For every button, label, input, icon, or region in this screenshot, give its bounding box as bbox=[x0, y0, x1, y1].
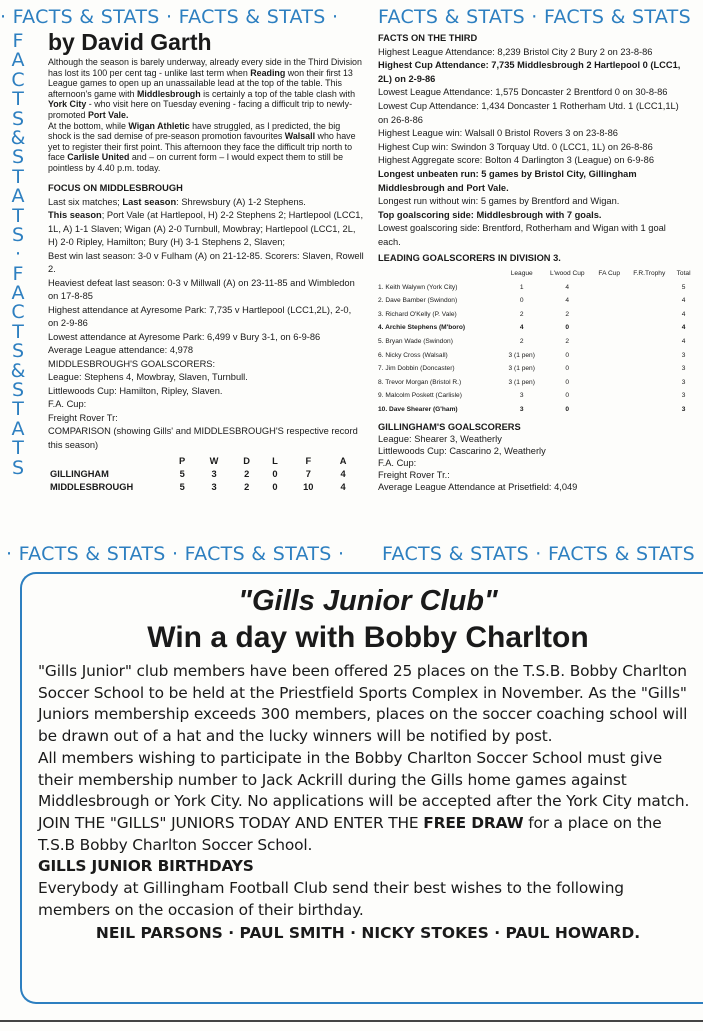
text: and – on current form – I would expect them to still be pointless by 4.40 p.m. today. bbox=[48, 152, 344, 173]
stat-cell bbox=[593, 308, 625, 322]
stat-cell: 4 bbox=[340, 469, 346, 480]
text-line: Littlewoods Cup: Hamilton, Ripley, Slaven. bbox=[48, 385, 223, 396]
text: is certainly a top of the table clash with bbox=[200, 88, 356, 99]
team-name: MIDDLESBROUGH bbox=[50, 482, 134, 493]
table-row bbox=[378, 349, 694, 363]
text-line: Highest attendance at Ayresome Park: 7,735 v Hartlepool (LCC1,2L), 2-0, on 2-9-86 bbox=[48, 304, 352, 329]
vertical-letter: · bbox=[14, 243, 22, 266]
vertical-letter: S bbox=[11, 456, 25, 479]
stat-cell bbox=[593, 321, 625, 335]
stat-cell: 2 bbox=[565, 338, 570, 346]
stat-cell: 4 bbox=[681, 324, 686, 332]
stat-cell: 0 bbox=[272, 482, 278, 493]
text: Reading bbox=[250, 67, 286, 78]
text-line: Best win last season: 3-0 v Fulham (A) on 21-12-85. Scorers: Slaven, Rowell 2. bbox=[48, 250, 364, 275]
stat-cell bbox=[593, 335, 625, 349]
stat-cell: 3 bbox=[519, 406, 524, 414]
table-row bbox=[378, 308, 694, 322]
fact: Longest unbeaten run: 5 games by Bristol City, Gillingham Middlesbrough and Port Vale. bbox=[378, 168, 637, 193]
text: have struggled, as I predicted, the big shock is the sad demise of pre-season promotion favourites bbox=[48, 120, 341, 142]
stat-cell: 3 bbox=[681, 378, 686, 386]
stat-cell bbox=[625, 308, 673, 322]
text: Walsall bbox=[284, 131, 316, 142]
stat-cell bbox=[593, 349, 625, 363]
stat-cell: 2 bbox=[244, 482, 250, 493]
column-header: F.R.Trophy bbox=[633, 270, 666, 278]
stat-cell: 2 bbox=[244, 469, 250, 480]
banner-text: · FACTS & STATS · FACTS & STATS · bbox=[0, 6, 339, 28]
stat-cell bbox=[593, 389, 625, 403]
column-header: L'wood Cup bbox=[549, 270, 585, 278]
text: York City bbox=[48, 99, 87, 110]
column-header bbox=[48, 455, 168, 468]
column-header: FA Cup bbox=[598, 270, 621, 278]
stat-cell: 4 bbox=[681, 338, 686, 346]
text-line: F.A. Cup: bbox=[48, 399, 87, 410]
paragraph: Everybody at Gillingham Football Club send their best wishes to the following members on the occasion of their birthday. bbox=[38, 879, 624, 919]
stat-cell: 0 bbox=[519, 297, 524, 305]
stat-cell: 3 (1 pen) bbox=[508, 378, 535, 386]
text-line: Freight Rover Tr.: bbox=[378, 469, 450, 480]
table-row bbox=[378, 362, 694, 376]
vertical-letter: S bbox=[11, 107, 25, 130]
stat-cell: 5 bbox=[179, 482, 185, 493]
stat-cell: 3 (1 pen) bbox=[508, 365, 535, 373]
stat-cell bbox=[625, 389, 673, 403]
stat-cell: 0 bbox=[565, 324, 570, 332]
vertical-letter: A bbox=[11, 417, 25, 440]
table-header-row bbox=[48, 455, 358, 468]
text: This season bbox=[48, 210, 102, 221]
section-heading: FOCUS ON MIDDLESBROUGH bbox=[48, 182, 183, 193]
vertical-letter: & bbox=[10, 126, 26, 149]
stat-cell bbox=[625, 281, 673, 295]
text-line: MIDDLESBROUGH'S GOALSCORERS: bbox=[48, 358, 216, 369]
text-line: League: Shearer 3, Weatherly bbox=[378, 433, 502, 444]
stat-cell: 3 bbox=[681, 392, 686, 400]
player-name: 9. Malcolm Poskett (Carlisle) bbox=[378, 392, 462, 400]
stat-cell: 0 bbox=[272, 469, 278, 480]
text: who have yet to register their first point. This afternoon they face the difficult trip north to face bbox=[48, 131, 356, 163]
stat-cell bbox=[625, 335, 673, 349]
stat-cell bbox=[625, 362, 673, 376]
stat-cell bbox=[625, 403, 673, 417]
player-name: 10. Dave Shearer (G'ham) bbox=[378, 406, 458, 414]
stat-cell: 3 bbox=[211, 482, 217, 493]
banner-text: FACTS & STATS · FACTS & STATS bbox=[382, 543, 695, 565]
text: Middlesbrough bbox=[137, 88, 201, 99]
text-line bbox=[48, 209, 364, 250]
text: - who visit here on Tuesday evening - facing a difficult trip to newly-promoted bbox=[48, 99, 353, 120]
section-heading: GILLS JUNIOR BIRTHDAYS bbox=[38, 857, 254, 876]
vertical-letter: T bbox=[12, 320, 24, 343]
left-column bbox=[48, 30, 364, 494]
section-heading: LEADING GOALSCORERS IN DIVISION 3. bbox=[378, 252, 561, 263]
vertical-letter: C bbox=[11, 68, 25, 91]
fact: Lowest goalscoring side: Brentford, Rotherham and Wigan with 1 goal each. bbox=[378, 223, 666, 247]
column-header: D bbox=[243, 456, 251, 467]
table-row bbox=[48, 481, 358, 494]
vertical-letter: S bbox=[11, 146, 25, 169]
fact: Top goalscoring side: Middlesbrough with 7 goals. bbox=[378, 209, 602, 220]
text: : Shrewsbury (A) 1-2 Stephens. bbox=[176, 196, 306, 207]
vertical-letter: S bbox=[11, 340, 25, 363]
column-header bbox=[378, 267, 502, 281]
column-header: A bbox=[339, 456, 347, 467]
table-row bbox=[378, 335, 694, 349]
vertical-banner bbox=[7, 32, 29, 478]
table-row bbox=[378, 294, 694, 308]
table-row bbox=[48, 468, 358, 481]
column-header: League bbox=[510, 270, 533, 278]
gills-goalscorers bbox=[378, 421, 690, 493]
vertical-letter: S bbox=[11, 223, 25, 246]
stat-cell: 3 bbox=[211, 469, 217, 480]
fact: Lowest League Attendance: 1,575 Doncaster 2 Brentford 0 on 30-8-86 bbox=[378, 87, 668, 98]
text-line: Littlewoods Cup: Cascarino 2, Weatherly bbox=[378, 445, 546, 456]
stat-cell bbox=[593, 403, 625, 417]
stat-cell: 2 bbox=[519, 338, 524, 346]
column-header: P bbox=[179, 456, 186, 467]
column-header: Total bbox=[676, 270, 691, 278]
stat-cell: 3 (1 pen) bbox=[508, 351, 535, 359]
text: Although the season is barely underway, already every side in the Third Division has lost its 100 per cent tag - unlike last term when bbox=[48, 57, 362, 78]
stat-cell bbox=[593, 281, 625, 295]
text: FREE DRAW bbox=[423, 813, 524, 832]
stat-cell bbox=[625, 349, 673, 363]
vertical-letter: C bbox=[11, 301, 25, 324]
stat-cell: 4 bbox=[519, 324, 524, 332]
vertical-letter: T bbox=[12, 165, 24, 188]
text: won their first 13 League games to open up an unassailable lead at the top of the table. This afternoon's game with bbox=[48, 67, 353, 99]
player-name: 7. Jim Dobbin (Doncaster) bbox=[378, 365, 455, 373]
vertical-letter: A bbox=[11, 282, 25, 305]
stat-cell: 4 bbox=[681, 310, 686, 318]
column-header: W bbox=[209, 456, 219, 467]
stat-cell bbox=[593, 294, 625, 308]
junior-club-title: "Gills Junior Club" bbox=[238, 585, 498, 617]
facts-banner-bottom bbox=[0, 543, 703, 569]
stat-cell bbox=[593, 376, 625, 390]
fact: Highest League Attendance: 8,239 Bristol City 2 Bury 2 on 23-8-86 bbox=[378, 46, 653, 57]
player-name: 3. Richard O'Kelly (P. Vale) bbox=[378, 310, 457, 318]
vertical-letter: & bbox=[10, 359, 26, 382]
stat-cell: 7 bbox=[305, 469, 311, 480]
focus-body bbox=[48, 196, 364, 453]
table-header-row bbox=[378, 267, 694, 281]
table-row bbox=[378, 389, 694, 403]
text: ; Port Vale (at Hartlepool, H) 2-2 Stephens 2; Hartlepool (LCC1, 1L, A) 1-1 Slaven; Wigan (A) 2-0 Turnbull, Mowbray; Hartlepool (LCC1, 2L, H) 2-0 Ripley, Hamilton; Bury (H) 3-1 Stephens 2, Slaven; bbox=[48, 210, 364, 248]
text: Last six matches; bbox=[48, 196, 123, 207]
stat-cell: 4 bbox=[565, 283, 570, 291]
text-line bbox=[48, 196, 364, 210]
stat-cell: 3 bbox=[681, 351, 686, 359]
stat-cell: 3 bbox=[681, 365, 686, 373]
text: Carlisle United bbox=[67, 152, 130, 163]
fact: Highest Aggregate score: Bolton 4 Darlington 3 (League) on 6-9-86 bbox=[378, 155, 654, 166]
player-name: 2. Dave Bamber (Swindon) bbox=[378, 297, 458, 305]
table-row bbox=[378, 321, 694, 335]
text-line: COMPARISON (showing Gills' and MIDDLESBROUGH'S respective record this season) bbox=[48, 426, 358, 450]
vertical-letter: T bbox=[12, 204, 24, 227]
text: Wigan Athletic bbox=[128, 120, 190, 131]
stat-cell: 0 bbox=[565, 351, 570, 359]
text: for a place on the T.S.B Bobby Charlton Soccer School. bbox=[38, 813, 662, 854]
stat-cell: 4 bbox=[340, 482, 346, 493]
stat-cell: 2 bbox=[565, 310, 570, 318]
byline: by David Garth bbox=[48, 29, 212, 55]
stat-cell: 0 bbox=[565, 406, 570, 414]
fact: Longest run without win: 5 games by Brentford and Wigan. bbox=[378, 196, 620, 207]
column-header: F bbox=[305, 456, 312, 467]
text: Port Vale. bbox=[87, 109, 129, 120]
paragraph: All members wishing to participate in the Bobby Charlton Soccer School must give their membership number to Jack Ackrill during the Gills home games against Middlesbrough or York City. No applications will be accepted after the York City match. bbox=[38, 748, 690, 811]
column-header: L bbox=[272, 456, 278, 467]
text-line: Average League attendance: 4,978 bbox=[48, 345, 194, 356]
stat-cell: 2 bbox=[519, 310, 524, 318]
table-row bbox=[378, 403, 694, 417]
player-name: 5. Bryan Wade (Swindon) bbox=[378, 338, 453, 346]
stat-cell: 5 bbox=[681, 283, 686, 291]
stat-cell: 4 bbox=[565, 297, 570, 305]
birthday-names: NEIL PARSONS · PAUL SMITH · NICKY STOKES · PAUL HOWARD. bbox=[95, 924, 641, 943]
goalscorers-table bbox=[378, 267, 694, 417]
team-name: GILLINGHAM bbox=[50, 469, 109, 480]
stat-cell: 0 bbox=[565, 378, 570, 386]
player-name: 4. Archie Stephens (M'boro) bbox=[378, 324, 466, 332]
stat-cell: 3 bbox=[519, 392, 524, 400]
intro-paragraph bbox=[48, 57, 364, 174]
text: JOIN THE "GILLS" JUNIORS TODAY AND ENTER THE bbox=[38, 813, 424, 832]
vertical-letter: F bbox=[12, 262, 24, 285]
vertical-letter: T bbox=[12, 88, 24, 111]
vertical-letter: A bbox=[11, 49, 25, 72]
stat-cell bbox=[625, 321, 673, 335]
comparison-table bbox=[48, 455, 358, 494]
paragraph: "Gills Junior" club members have been offered 25 places on the T.S.B. Bobby Charlton Soccer School to be held at the Priestfield Sports Complex in November. As the "Gills" Juniors membership exceeds 300 members, places on the soccer coaching school will be drawn out of a hat and the lucky winners will be notified by post. bbox=[38, 662, 688, 746]
text-line: Lowest attendance at Ayresome Park: 6,499 v Bury 3-1, on 6-9-86 bbox=[48, 331, 321, 342]
stat-cell: 4 bbox=[681, 297, 686, 305]
right-column bbox=[378, 32, 690, 493]
fact: Highest Cup Attendance: 7,735 Middlesbrough 2 Hartlepool 0 (LCC1, 2L) on 2-9-86 bbox=[378, 60, 681, 84]
text-line: Heaviest defeat last season: 0-3 v Millwall (A) on 23-11-85 and Wimbledon on 17-8-85 bbox=[48, 277, 355, 302]
banner-text: · FACTS & STATS · FACTS & STATS · bbox=[6, 543, 345, 565]
table-row bbox=[378, 281, 694, 295]
fact: Highest Cup win: Swindon 3 Torquay Utd. 0 (LCC1, 1L) on 26-8-86 bbox=[378, 141, 653, 152]
section-heading: FACTS ON THE THIRD bbox=[378, 33, 478, 43]
banner-text: FACTS & STATS · FACTS & STATS bbox=[378, 6, 691, 28]
text-line: F.A. Cup: bbox=[378, 457, 417, 468]
junior-club-box bbox=[38, 583, 698, 942]
vertical-letter: S bbox=[11, 379, 25, 402]
vertical-letter: T bbox=[12, 398, 24, 421]
vertical-letter: T bbox=[12, 437, 24, 460]
stat-cell: 0 bbox=[565, 392, 570, 400]
section-heading: GILLINGHAM'S GOALSCORERS bbox=[378, 421, 521, 432]
stat-cell: 1 bbox=[519, 283, 524, 291]
stat-cell bbox=[625, 294, 673, 308]
player-name: 1. Keith Walywn (York City) bbox=[378, 283, 458, 291]
stat-cell: 0 bbox=[565, 365, 570, 373]
stat-cell bbox=[593, 362, 625, 376]
fact: Highest League win: Walsall 0 Bristol Rovers 3 on 23-8-86 bbox=[378, 128, 618, 139]
text-line: Average League Attendance at Prisetfield: 4,049 bbox=[378, 481, 578, 492]
text-line: Freight Rover Tr: bbox=[48, 412, 118, 423]
vertical-letter: F bbox=[12, 30, 24, 52]
text: Last season bbox=[122, 196, 177, 207]
table-row bbox=[378, 376, 694, 390]
player-name: 8. Trevor Morgan (Bristol R.) bbox=[378, 378, 462, 386]
junior-club-body bbox=[38, 661, 698, 921]
text-line: League: Stephens 4, Mowbray, Slaven, Turnbull. bbox=[48, 372, 248, 383]
stat-cell: 5 bbox=[179, 469, 185, 480]
paragraph bbox=[38, 813, 698, 856]
divider bbox=[0, 1020, 703, 1022]
fact: Lowest Cup Attendance: 1,434 Doncaster 1 Rotherham Utd. 1 (LCC1,1L) on 26-8-86 bbox=[378, 100, 679, 125]
stat-cell: 3 bbox=[681, 406, 686, 414]
stat-cell: 10 bbox=[303, 482, 314, 493]
junior-club-subtitle: Win a day with Bobby Charlton bbox=[147, 621, 589, 654]
text: At the bottom, while bbox=[48, 120, 129, 131]
player-name: 6. Nicky Cross (Walsall) bbox=[378, 351, 448, 359]
vertical-letter: A bbox=[11, 185, 25, 208]
stat-cell bbox=[625, 376, 673, 390]
